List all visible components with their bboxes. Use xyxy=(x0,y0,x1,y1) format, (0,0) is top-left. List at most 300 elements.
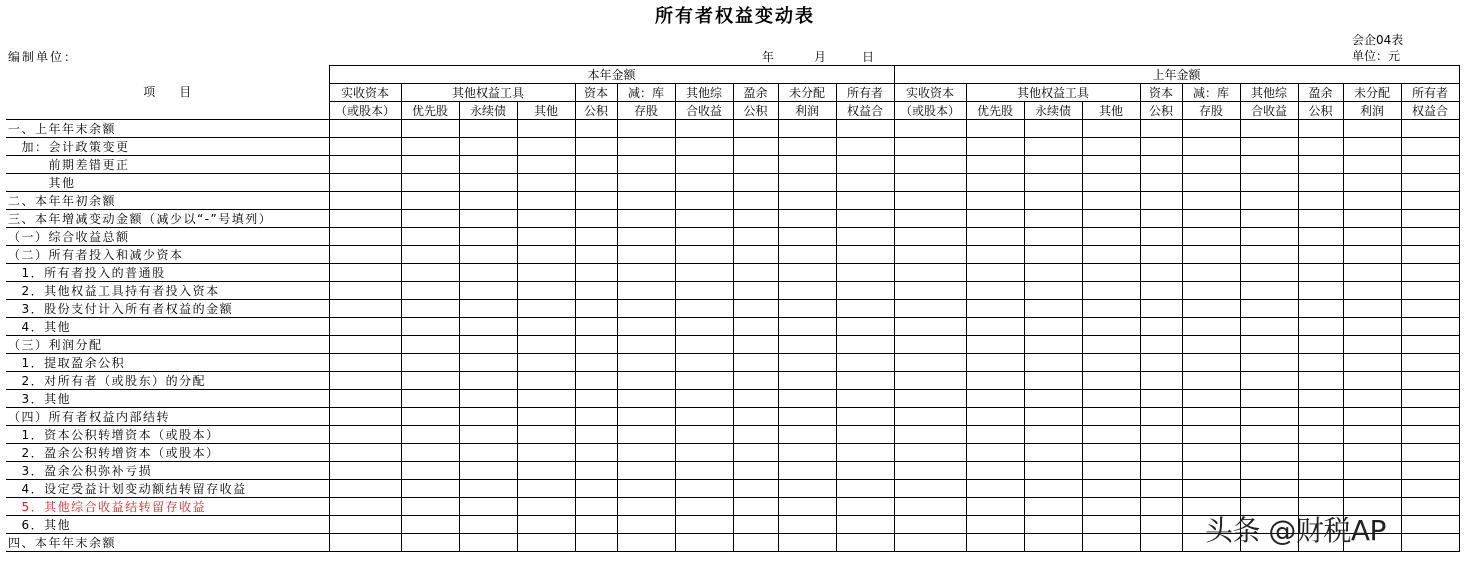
amount-cell[interactable] xyxy=(1140,462,1182,480)
amount-cell[interactable] xyxy=(517,462,575,480)
amount-cell[interactable] xyxy=(1401,498,1459,516)
amount-cell[interactable] xyxy=(329,426,401,444)
amount-cell[interactable] xyxy=(733,336,778,354)
amount-cell[interactable] xyxy=(329,192,401,210)
amount-cell[interactable] xyxy=(517,264,575,282)
amount-cell[interactable] xyxy=(966,462,1024,480)
amount-cell[interactable] xyxy=(1298,426,1343,444)
amount-cell[interactable] xyxy=(1140,480,1182,498)
amount-cell[interactable] xyxy=(1082,426,1140,444)
amount-cell[interactable] xyxy=(733,426,778,444)
amount-cell[interactable] xyxy=(966,318,1024,336)
amount-cell[interactable] xyxy=(1182,426,1240,444)
amount-cell[interactable] xyxy=(517,390,575,408)
amount-cell[interactable] xyxy=(1182,264,1240,282)
amount-cell[interactable] xyxy=(1401,534,1459,552)
amount-cell[interactable] xyxy=(836,372,894,390)
amount-cell[interactable] xyxy=(401,480,459,498)
amount-cell[interactable] xyxy=(1401,318,1459,336)
amount-cell[interactable] xyxy=(1343,210,1401,228)
amount-cell[interactable] xyxy=(1024,246,1082,264)
amount-cell[interactable] xyxy=(778,372,836,390)
amount-cell[interactable] xyxy=(459,174,517,192)
amount-cell[interactable] xyxy=(778,462,836,480)
amount-cell[interactable] xyxy=(894,498,966,516)
amount-cell[interactable] xyxy=(1182,372,1240,390)
amount-cell[interactable] xyxy=(1182,318,1240,336)
amount-cell[interactable] xyxy=(401,354,459,372)
amount-cell[interactable] xyxy=(1024,408,1082,426)
amount-cell[interactable] xyxy=(329,264,401,282)
amount-cell[interactable] xyxy=(1240,372,1298,390)
amount-cell[interactable] xyxy=(1182,228,1240,246)
amount-cell[interactable] xyxy=(894,138,966,156)
amount-cell[interactable] xyxy=(329,210,401,228)
amount-cell[interactable] xyxy=(966,156,1024,174)
amount-cell[interactable] xyxy=(836,534,894,552)
amount-cell[interactable] xyxy=(836,156,894,174)
amount-cell[interactable] xyxy=(894,264,966,282)
amount-cell[interactable] xyxy=(1240,264,1298,282)
amount-cell[interactable] xyxy=(894,390,966,408)
amount-cell[interactable] xyxy=(733,138,778,156)
amount-cell[interactable] xyxy=(329,282,401,300)
amount-cell[interactable] xyxy=(1298,282,1343,300)
amount-cell[interactable] xyxy=(1240,480,1298,498)
amount-cell[interactable] xyxy=(401,498,459,516)
amount-cell[interactable] xyxy=(1343,462,1401,480)
amount-cell[interactable] xyxy=(517,480,575,498)
amount-cell[interactable] xyxy=(1298,228,1343,246)
amount-cell[interactable] xyxy=(1343,444,1401,462)
amount-cell[interactable] xyxy=(1343,390,1401,408)
amount-cell[interactable] xyxy=(1182,138,1240,156)
amount-cell[interactable] xyxy=(1182,300,1240,318)
amount-cell[interactable] xyxy=(1401,372,1459,390)
amount-cell[interactable] xyxy=(617,426,675,444)
amount-cell[interactable] xyxy=(966,354,1024,372)
amount-cell[interactable] xyxy=(836,462,894,480)
amount-cell[interactable] xyxy=(675,390,733,408)
amount-cell[interactable] xyxy=(1140,174,1182,192)
amount-cell[interactable] xyxy=(329,246,401,264)
amount-cell[interactable] xyxy=(459,282,517,300)
amount-cell[interactable] xyxy=(1140,426,1182,444)
amount-cell[interactable] xyxy=(1024,462,1082,480)
amount-cell[interactable] xyxy=(617,444,675,462)
amount-cell[interactable] xyxy=(459,372,517,390)
amount-cell[interactable] xyxy=(894,336,966,354)
amount-cell[interactable] xyxy=(517,246,575,264)
amount-cell[interactable] xyxy=(966,210,1024,228)
amount-cell[interactable] xyxy=(575,264,617,282)
amount-cell[interactable] xyxy=(1140,300,1182,318)
amount-cell[interactable] xyxy=(1140,228,1182,246)
amount-cell[interactable] xyxy=(617,282,675,300)
amount-cell[interactable] xyxy=(894,210,966,228)
amount-cell[interactable] xyxy=(836,300,894,318)
amount-cell[interactable] xyxy=(836,192,894,210)
amount-cell[interactable] xyxy=(329,480,401,498)
amount-cell[interactable] xyxy=(1082,282,1140,300)
amount-cell[interactable] xyxy=(401,210,459,228)
amount-cell[interactable] xyxy=(1024,228,1082,246)
amount-cell[interactable] xyxy=(1024,534,1082,552)
amount-cell[interactable] xyxy=(1240,192,1298,210)
amount-cell[interactable] xyxy=(778,192,836,210)
amount-cell[interactable] xyxy=(401,372,459,390)
amount-cell[interactable] xyxy=(733,534,778,552)
amount-cell[interactable] xyxy=(1298,336,1343,354)
amount-cell[interactable] xyxy=(401,462,459,480)
amount-cell[interactable] xyxy=(401,534,459,552)
amount-cell[interactable] xyxy=(1082,336,1140,354)
amount-cell[interactable] xyxy=(836,354,894,372)
amount-cell[interactable] xyxy=(1343,426,1401,444)
amount-cell[interactable] xyxy=(966,282,1024,300)
amount-cell[interactable] xyxy=(1298,138,1343,156)
amount-cell[interactable] xyxy=(1082,480,1140,498)
amount-cell[interactable] xyxy=(733,318,778,336)
amount-cell[interactable] xyxy=(517,336,575,354)
amount-cell[interactable] xyxy=(459,498,517,516)
amount-cell[interactable] xyxy=(894,282,966,300)
amount-cell[interactable] xyxy=(617,354,675,372)
amount-cell[interactable] xyxy=(517,282,575,300)
amount-cell[interactable] xyxy=(1401,444,1459,462)
amount-cell[interactable] xyxy=(517,426,575,444)
amount-cell[interactable] xyxy=(459,138,517,156)
amount-cell[interactable] xyxy=(329,516,401,534)
amount-cell[interactable] xyxy=(675,138,733,156)
amount-cell[interactable] xyxy=(575,336,617,354)
amount-cell[interactable] xyxy=(1343,264,1401,282)
amount-cell[interactable] xyxy=(517,156,575,174)
amount-cell[interactable] xyxy=(617,534,675,552)
amount-cell[interactable] xyxy=(575,516,617,534)
amount-cell[interactable] xyxy=(966,372,1024,390)
amount-cell[interactable] xyxy=(575,390,617,408)
amount-cell[interactable] xyxy=(1140,192,1182,210)
amount-cell[interactable] xyxy=(836,228,894,246)
amount-cell[interactable] xyxy=(575,300,617,318)
amount-cell[interactable] xyxy=(733,174,778,192)
amount-cell[interactable] xyxy=(733,228,778,246)
amount-cell[interactable] xyxy=(733,480,778,498)
amount-cell[interactable] xyxy=(733,498,778,516)
amount-cell[interactable] xyxy=(1082,228,1140,246)
amount-cell[interactable] xyxy=(675,246,733,264)
amount-cell[interactable] xyxy=(675,354,733,372)
amount-cell[interactable] xyxy=(401,516,459,534)
amount-cell[interactable] xyxy=(617,462,675,480)
amount-cell[interactable] xyxy=(675,120,733,138)
amount-cell[interactable] xyxy=(733,264,778,282)
amount-cell[interactable] xyxy=(894,516,966,534)
amount-cell[interactable] xyxy=(329,156,401,174)
amount-cell[interactable] xyxy=(778,246,836,264)
amount-cell[interactable] xyxy=(836,120,894,138)
amount-cell[interactable] xyxy=(401,282,459,300)
amount-cell[interactable] xyxy=(1082,264,1140,282)
amount-cell[interactable] xyxy=(459,156,517,174)
amount-cell[interactable] xyxy=(966,390,1024,408)
amount-cell[interactable] xyxy=(1082,372,1140,390)
amount-cell[interactable] xyxy=(459,462,517,480)
amount-cell[interactable] xyxy=(894,318,966,336)
amount-cell[interactable] xyxy=(733,354,778,372)
amount-cell[interactable] xyxy=(836,390,894,408)
amount-cell[interactable] xyxy=(1140,246,1182,264)
amount-cell[interactable] xyxy=(575,408,617,426)
amount-cell[interactable] xyxy=(836,498,894,516)
amount-cell[interactable] xyxy=(575,498,617,516)
amount-cell[interactable] xyxy=(894,444,966,462)
amount-cell[interactable] xyxy=(733,516,778,534)
amount-cell[interactable] xyxy=(733,156,778,174)
amount-cell[interactable] xyxy=(401,228,459,246)
amount-cell[interactable] xyxy=(675,156,733,174)
amount-cell[interactable] xyxy=(778,534,836,552)
amount-cell[interactable] xyxy=(1024,516,1082,534)
amount-cell[interactable] xyxy=(617,336,675,354)
amount-cell[interactable] xyxy=(1024,264,1082,282)
amount-cell[interactable] xyxy=(1343,318,1401,336)
amount-cell[interactable] xyxy=(575,462,617,480)
amount-cell[interactable] xyxy=(1082,246,1140,264)
amount-cell[interactable] xyxy=(1298,156,1343,174)
amount-cell[interactable] xyxy=(575,426,617,444)
amount-cell[interactable] xyxy=(1240,246,1298,264)
amount-cell[interactable] xyxy=(1140,210,1182,228)
amount-cell[interactable] xyxy=(1024,426,1082,444)
amount-cell[interactable] xyxy=(1343,480,1401,498)
amount-cell[interactable] xyxy=(894,372,966,390)
amount-cell[interactable] xyxy=(1240,138,1298,156)
amount-cell[interactable] xyxy=(1182,192,1240,210)
amount-cell[interactable] xyxy=(329,120,401,138)
amount-cell[interactable] xyxy=(329,228,401,246)
amount-cell[interactable] xyxy=(836,336,894,354)
amount-cell[interactable] xyxy=(1401,138,1459,156)
amount-cell[interactable] xyxy=(329,534,401,552)
amount-cell[interactable] xyxy=(675,318,733,336)
amount-cell[interactable] xyxy=(1082,300,1140,318)
amount-cell[interactable] xyxy=(617,300,675,318)
amount-cell[interactable] xyxy=(617,246,675,264)
amount-cell[interactable] xyxy=(894,120,966,138)
amount-cell[interactable] xyxy=(1240,444,1298,462)
amount-cell[interactable] xyxy=(836,282,894,300)
amount-cell[interactable] xyxy=(733,372,778,390)
amount-cell[interactable] xyxy=(1182,390,1240,408)
amount-cell[interactable] xyxy=(575,480,617,498)
amount-cell[interactable] xyxy=(1082,354,1140,372)
amount-cell[interactable] xyxy=(966,228,1024,246)
amount-cell[interactable] xyxy=(575,534,617,552)
amount-cell[interactable] xyxy=(1343,228,1401,246)
amount-cell[interactable] xyxy=(1240,156,1298,174)
amount-cell[interactable] xyxy=(575,210,617,228)
amount-cell[interactable] xyxy=(675,534,733,552)
amount-cell[interactable] xyxy=(1082,390,1140,408)
amount-cell[interactable] xyxy=(1140,354,1182,372)
amount-cell[interactable] xyxy=(1343,138,1401,156)
amount-cell[interactable] xyxy=(733,408,778,426)
amount-cell[interactable] xyxy=(517,192,575,210)
amount-cell[interactable] xyxy=(329,372,401,390)
amount-cell[interactable] xyxy=(1140,516,1182,534)
amount-cell[interactable] xyxy=(401,138,459,156)
amount-cell[interactable] xyxy=(675,300,733,318)
amount-cell[interactable] xyxy=(459,426,517,444)
amount-cell[interactable] xyxy=(778,264,836,282)
amount-cell[interactable] xyxy=(401,318,459,336)
amount-cell[interactable] xyxy=(575,444,617,462)
amount-cell[interactable] xyxy=(575,318,617,336)
amount-cell[interactable] xyxy=(617,264,675,282)
amount-cell[interactable] xyxy=(459,192,517,210)
amount-cell[interactable] xyxy=(575,354,617,372)
amount-cell[interactable] xyxy=(836,408,894,426)
amount-cell[interactable] xyxy=(1343,192,1401,210)
amount-cell[interactable] xyxy=(966,480,1024,498)
amount-cell[interactable] xyxy=(1343,246,1401,264)
amount-cell[interactable] xyxy=(575,174,617,192)
amount-cell[interactable] xyxy=(1401,174,1459,192)
amount-cell[interactable] xyxy=(778,156,836,174)
amount-cell[interactable] xyxy=(459,120,517,138)
amount-cell[interactable] xyxy=(966,534,1024,552)
amount-cell[interactable] xyxy=(1182,120,1240,138)
amount-cell[interactable] xyxy=(1182,444,1240,462)
amount-cell[interactable] xyxy=(1140,390,1182,408)
amount-cell[interactable] xyxy=(1082,462,1140,480)
amount-cell[interactable] xyxy=(617,174,675,192)
amount-cell[interactable] xyxy=(575,246,617,264)
amount-cell[interactable] xyxy=(1140,372,1182,390)
amount-cell[interactable] xyxy=(894,246,966,264)
amount-cell[interactable] xyxy=(894,462,966,480)
amount-cell[interactable] xyxy=(966,264,1024,282)
amount-cell[interactable] xyxy=(1024,300,1082,318)
amount-cell[interactable] xyxy=(401,336,459,354)
amount-cell[interactable] xyxy=(1024,120,1082,138)
amount-cell[interactable] xyxy=(1343,372,1401,390)
amount-cell[interactable] xyxy=(401,264,459,282)
amount-cell[interactable] xyxy=(1298,372,1343,390)
amount-cell[interactable] xyxy=(836,444,894,462)
amount-cell[interactable] xyxy=(966,498,1024,516)
amount-cell[interactable] xyxy=(1401,246,1459,264)
amount-cell[interactable] xyxy=(617,192,675,210)
amount-cell[interactable] xyxy=(836,138,894,156)
amount-cell[interactable] xyxy=(1024,372,1082,390)
amount-cell[interactable] xyxy=(675,174,733,192)
amount-cell[interactable] xyxy=(675,336,733,354)
amount-cell[interactable] xyxy=(894,534,966,552)
amount-cell[interactable] xyxy=(1082,516,1140,534)
amount-cell[interactable] xyxy=(329,318,401,336)
amount-cell[interactable] xyxy=(733,390,778,408)
amount-cell[interactable] xyxy=(1401,336,1459,354)
amount-cell[interactable] xyxy=(1182,282,1240,300)
amount-cell[interactable] xyxy=(966,174,1024,192)
amount-cell[interactable] xyxy=(778,516,836,534)
amount-cell[interactable] xyxy=(778,354,836,372)
amount-cell[interactable] xyxy=(1343,300,1401,318)
amount-cell[interactable] xyxy=(1240,228,1298,246)
amount-cell[interactable] xyxy=(1140,408,1182,426)
amount-cell[interactable] xyxy=(733,282,778,300)
amount-cell[interactable] xyxy=(1082,138,1140,156)
amount-cell[interactable] xyxy=(1343,282,1401,300)
amount-cell[interactable] xyxy=(575,228,617,246)
amount-cell[interactable] xyxy=(1298,264,1343,282)
amount-cell[interactable] xyxy=(617,210,675,228)
amount-cell[interactable] xyxy=(1024,282,1082,300)
amount-cell[interactable] xyxy=(1401,426,1459,444)
amount-cell[interactable] xyxy=(401,174,459,192)
amount-cell[interactable] xyxy=(401,120,459,138)
amount-cell[interactable] xyxy=(617,120,675,138)
amount-cell[interactable] xyxy=(401,444,459,462)
amount-cell[interactable] xyxy=(1298,354,1343,372)
amount-cell[interactable] xyxy=(1140,282,1182,300)
amount-cell[interactable] xyxy=(1182,210,1240,228)
amount-cell[interactable] xyxy=(459,534,517,552)
amount-cell[interactable] xyxy=(459,390,517,408)
amount-cell[interactable] xyxy=(1024,390,1082,408)
amount-cell[interactable] xyxy=(778,390,836,408)
amount-cell[interactable] xyxy=(1240,174,1298,192)
amount-cell[interactable] xyxy=(1401,408,1459,426)
amount-cell[interactable] xyxy=(459,354,517,372)
amount-cell[interactable] xyxy=(617,480,675,498)
amount-cell[interactable] xyxy=(778,174,836,192)
amount-cell[interactable] xyxy=(1240,426,1298,444)
amount-cell[interactable] xyxy=(459,264,517,282)
amount-cell[interactable] xyxy=(1298,210,1343,228)
amount-cell[interactable] xyxy=(1140,156,1182,174)
amount-cell[interactable] xyxy=(459,444,517,462)
amount-cell[interactable] xyxy=(329,138,401,156)
amount-cell[interactable] xyxy=(617,138,675,156)
amount-cell[interactable] xyxy=(778,498,836,516)
amount-cell[interactable] xyxy=(675,282,733,300)
amount-cell[interactable] xyxy=(966,516,1024,534)
amount-cell[interactable] xyxy=(1240,336,1298,354)
amount-cell[interactable] xyxy=(733,210,778,228)
amount-cell[interactable] xyxy=(329,390,401,408)
amount-cell[interactable] xyxy=(401,390,459,408)
amount-cell[interactable] xyxy=(517,228,575,246)
amount-cell[interactable] xyxy=(617,516,675,534)
amount-cell[interactable] xyxy=(966,426,1024,444)
amount-cell[interactable] xyxy=(517,498,575,516)
amount-cell[interactable] xyxy=(1024,138,1082,156)
amount-cell[interactable] xyxy=(1401,390,1459,408)
amount-cell[interactable] xyxy=(1343,354,1401,372)
amount-cell[interactable] xyxy=(966,336,1024,354)
amount-cell[interactable] xyxy=(966,246,1024,264)
amount-cell[interactable] xyxy=(675,228,733,246)
amount-cell[interactable] xyxy=(1182,174,1240,192)
amount-cell[interactable] xyxy=(733,462,778,480)
amount-cell[interactable] xyxy=(575,192,617,210)
amount-cell[interactable] xyxy=(733,300,778,318)
amount-cell[interactable] xyxy=(1343,174,1401,192)
